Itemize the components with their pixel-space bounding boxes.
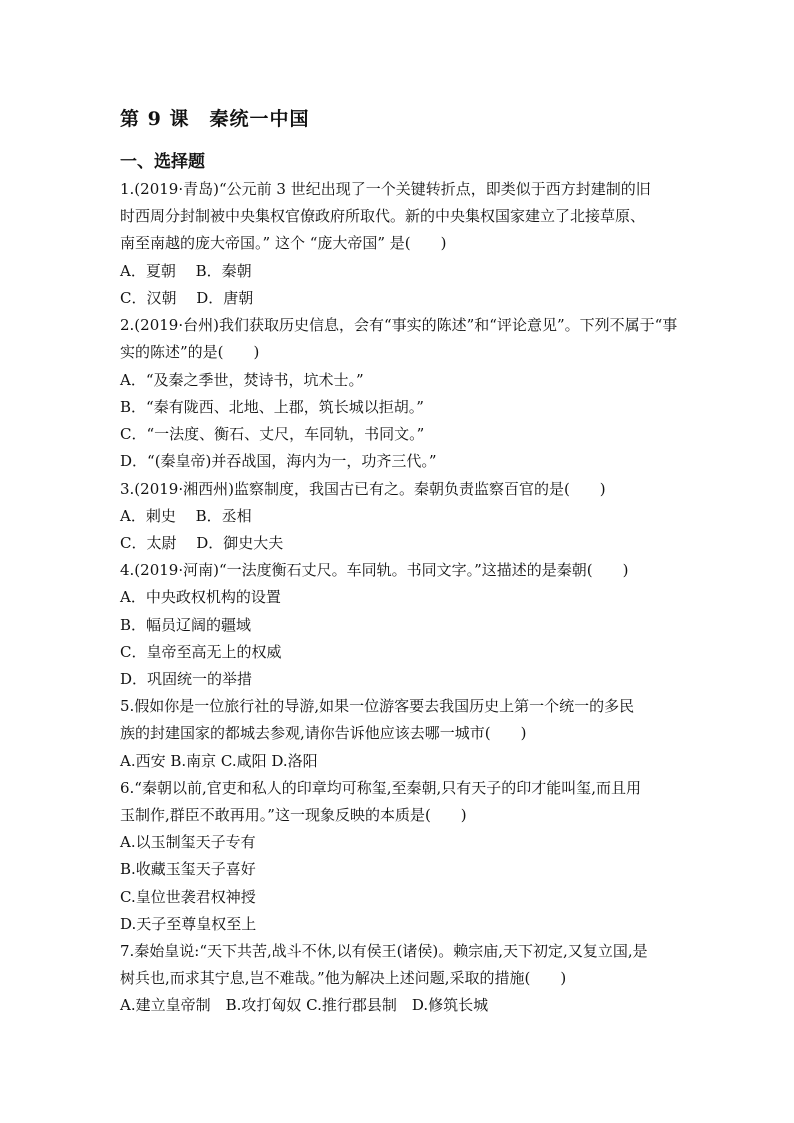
text-line: A．夏朝 B．秦朝 [120,262,252,280]
text-line: A．中央政权机构的设置 [120,588,281,606]
section-heading: 一、选择题 [120,152,205,172]
text-line: A.西安 B.南京 C.咸阳 D.洛阳 [120,752,318,770]
text-line: D．“(秦皇帝)并吞战国，海内为一，功齐三代。” [120,452,437,470]
text-line: 6.“秦朝以前,官吏和私人的印章均可称玺,至秦朝,只有天子的印才能叫玺,而且用 [120,779,642,797]
text-line: A.建立皇帝制 B.攻打匈奴 C.推行郡县制 D.修筑长城 [120,996,489,1014]
text-line: 族的封建国家的都城去参观,请你告诉他应该去哪一城市( ) [120,724,527,742]
text-line: 树兵也,而求其宁息,岂不难哉。”他为解决上述问题,采取的措施( ) [120,969,567,987]
text-line: C．皇帝至高无上的权威 [120,643,282,661]
text-line: 时西周分封制被中央集权官僚政府所取代。新的中央集权国家建立了北接草原、 [120,207,646,225]
text-line: 2.(2019·台州)我们获取历史信息，会有“事实的陈述”和“评论意见”。下列不属于“事 [120,316,678,334]
text-line: A.以玉制玺天子专有 [120,833,256,851]
text-line: 5.假如你是一位旅行社的导游,如果一位游客要去我国历史上第一个统一的多民 [120,697,635,715]
lesson-title: 第 9 课 秦统一中国 [120,108,310,130]
text-line: 3.(2019·湘西州)监察制度，我国古已有之。秦朝负责监察百官的是( ) [120,480,606,498]
text-line: 实的陈述”的是( ) [120,343,260,361]
text-line: C．“一法度、衡石、丈尺，车同轨，书同文。” [120,425,425,443]
text-line: 南至南越的庞大帝国。” 这个 “庞大帝国” 是( ) [120,234,447,252]
text-line: 4.(2019·河南)“一法度衡石丈尺。车同轨。书同文字。”这描述的是秦朝( ) [120,561,629,579]
text-line: B．“秦有陇西、北地、上郡，筑长城以拒胡。” [120,398,424,416]
text-line: B．幅员辽阔的疆域 [120,616,252,634]
text-line: 7.秦始皇说:“天下共苦,战斗不休,以有侯王(诸侯)。赖宗庙,天下初定,又复立国,是 [120,942,648,960]
text-line: B.收藏玉玺天子喜好 [120,860,256,878]
text-line: A．刺史 B．丞相 [120,507,252,525]
text-line: C.皇位世袭君权神授 [120,888,256,906]
text-line: 玉制作,群臣不敢再用。”这一现象反映的本质是( ) [120,806,467,824]
text-line: D.天子至尊皇权至上 [120,915,257,933]
text-line: C．太尉 D．御史大夫 [120,534,284,552]
text-line: 1.(2019·青岛)“公元前 3 世纪出现了一个关键转折点，即类似于西方封建制的旧 [120,180,651,198]
text-line: D．巩固统一的举措 [120,670,253,688]
text-line: A．“及秦之季世，焚诗书，坑术士。” [120,371,364,389]
text-line: C．汉朝 D．唐朝 [120,289,254,307]
